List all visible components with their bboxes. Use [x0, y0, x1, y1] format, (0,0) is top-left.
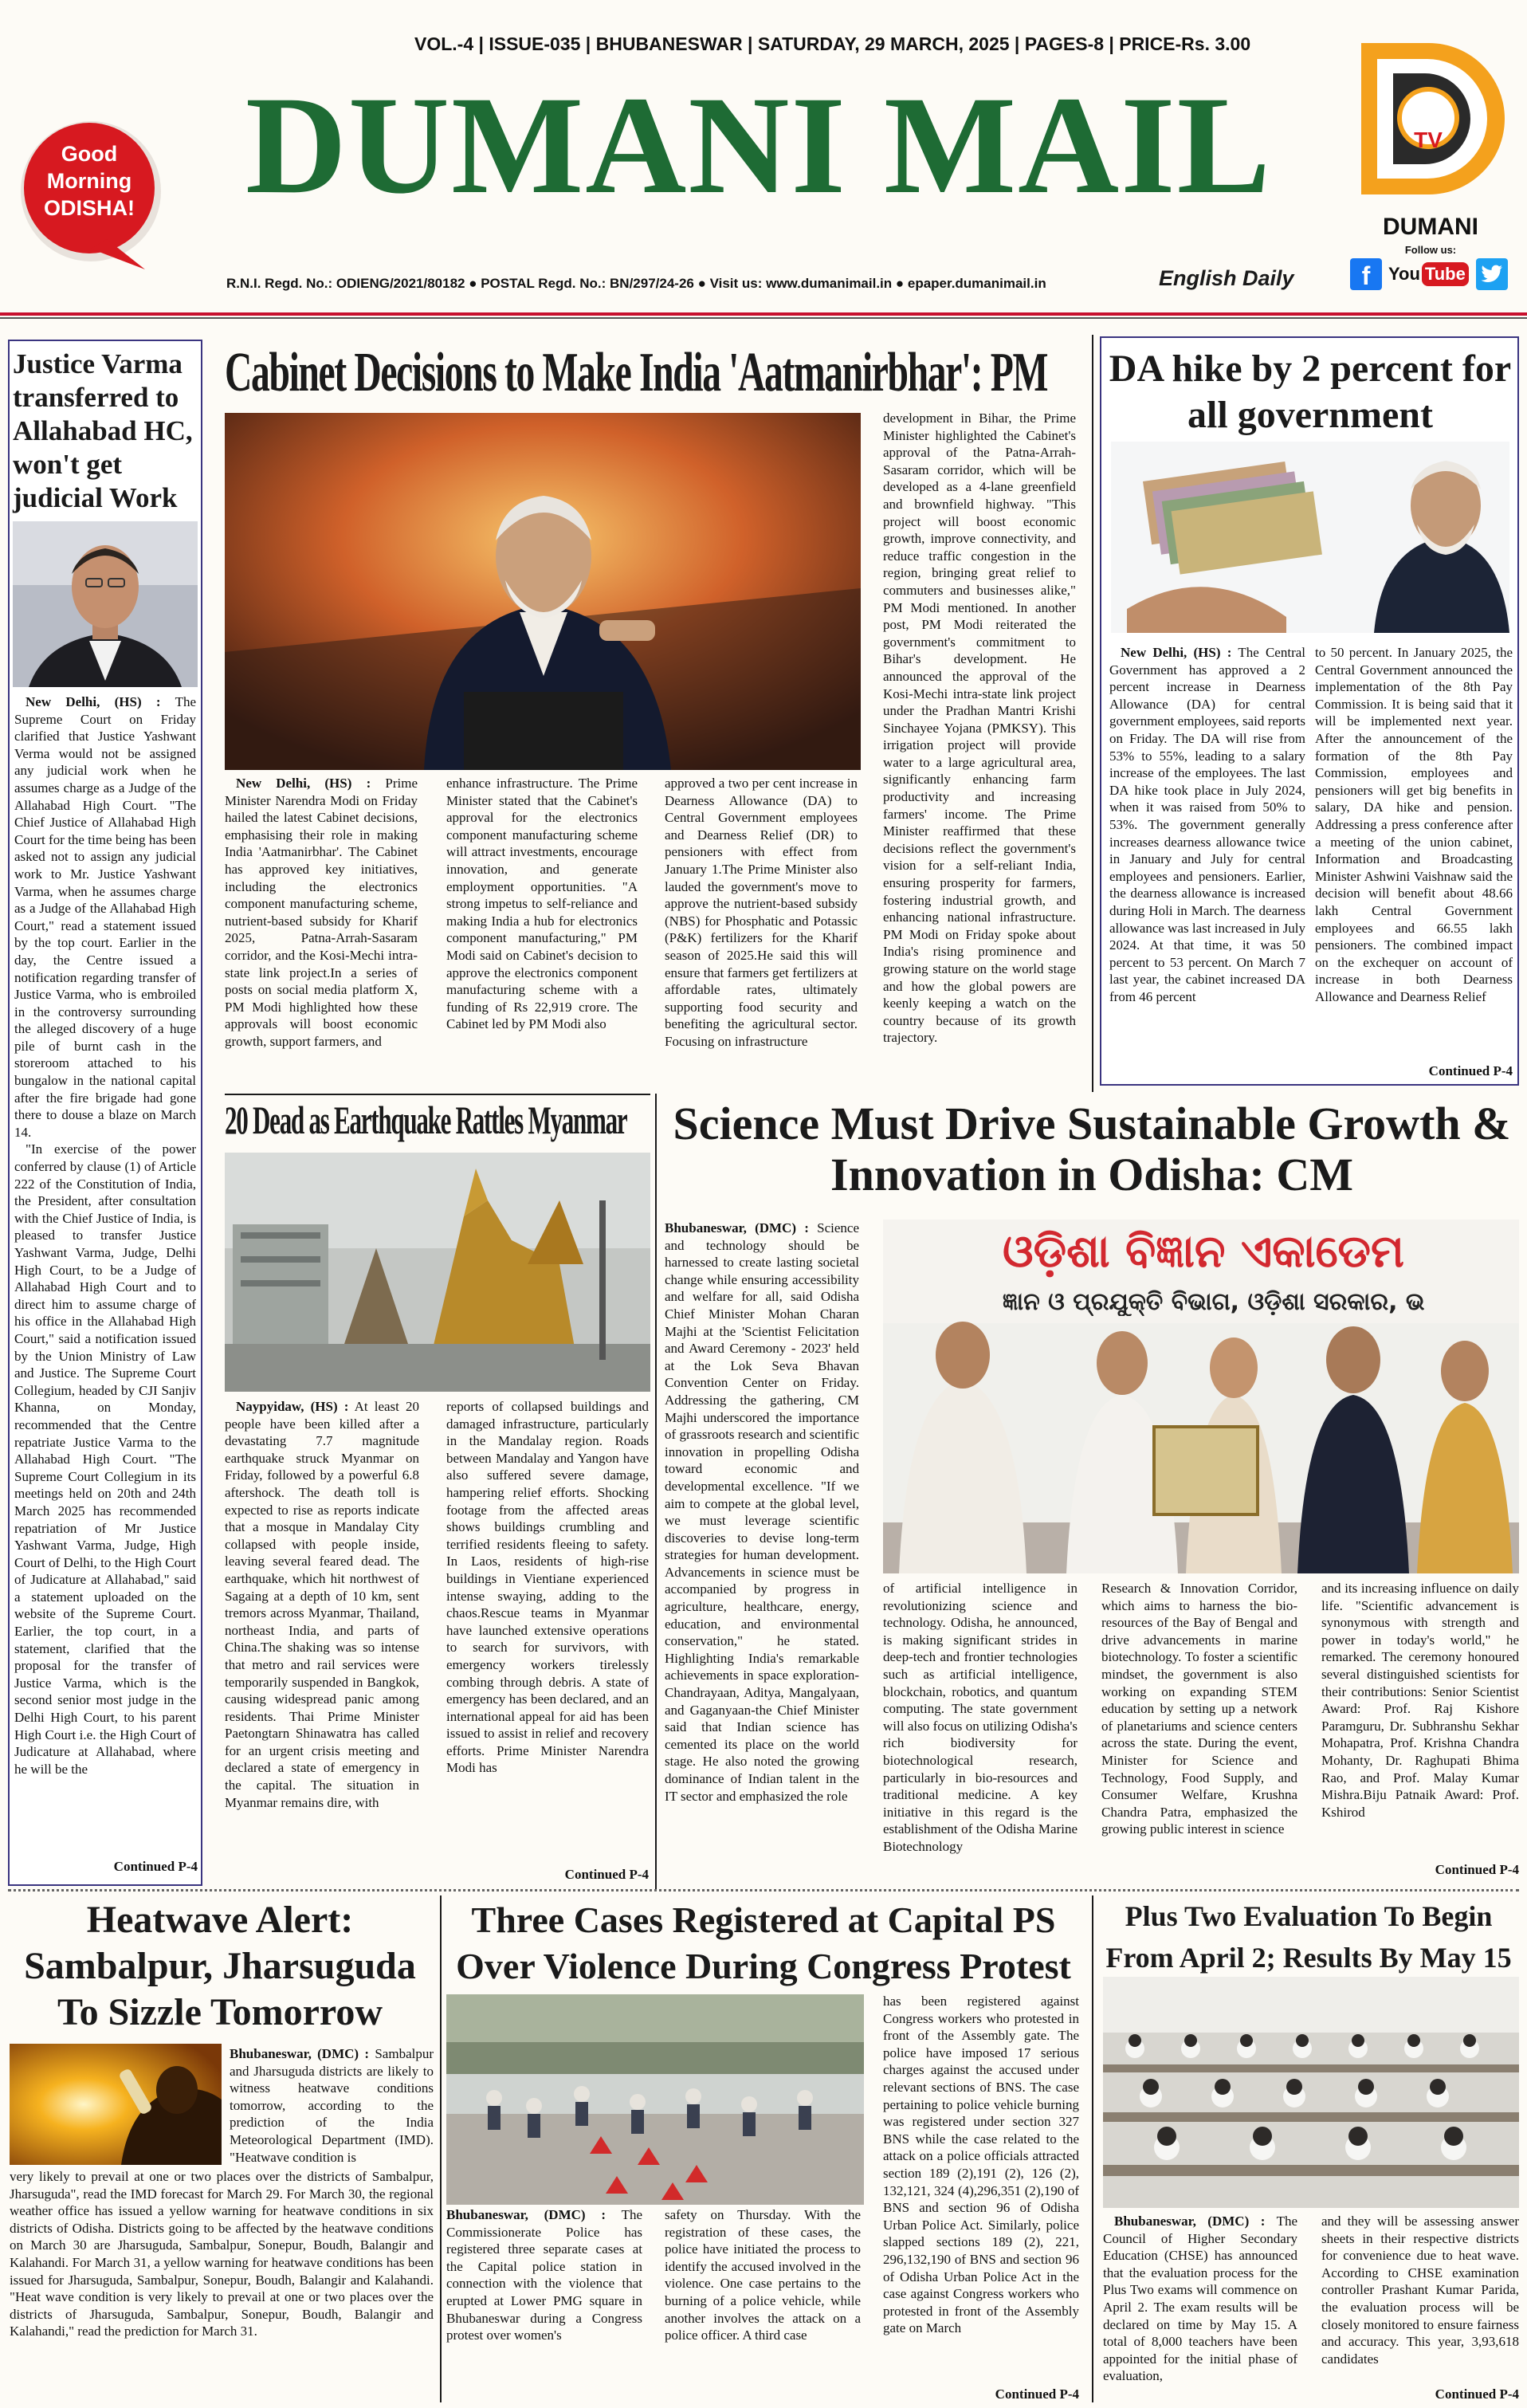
science-headline: Science Must Drive Sustainable Growth & Innovation in Odisha: CM: [673, 1098, 1511, 1200]
divider-h-cabinet: [225, 1094, 650, 1095]
quake-dateline: Naypyidaw, (HS) :: [236, 1399, 349, 1414]
da-story: [1100, 336, 1519, 1086]
da-col-2: to 50 percent. In January 2025, the Central Government announced the implementation of the 8th Pay Commission. It is being said that it will be implemented next year. After the announcement of the formation of the 8th Pay Commission, employees and pensioners will get big benefits in salary, DA hike and pension. Addressing a press conference after a meeting of the union cabinet, Information and Broadcasting Minister Ashwini Vaishnaw said the decision will benefit about 48.66 lakh Central Government employees and 66.55 lakh pensioners. The combined impact on the exchequer on account of increase in both Dearness Allowance and Dearness Relief: [1315, 645, 1513, 1004]
science-col-1-text: Science and technology should be harnessed to create lasting societal change while ensuring accessibility and welfare for all, said Odisha Chief Minister Mohan Charan Majhi at the 'Scientist Felicitation and Award Ceremony - 2023' held at the Lok Seva Bhavan Convention Center on Friday. Addressing the gathering, CM Majhi underscored the importance of grassroots research and scientific innovation in propelling Odisha toward economic and developmental excellence. "If we aim to compete at the global level, we must leverage scientific discoveries to devise long-term strategies for human development. Advancements in science must be accompanied by progress in agriculture, healthcare, energy, education, and environmental conservation," he stated. Highlighting India's remarkable achievements in space exploration-Chandrayaan, Aditya, Mangalyaan, and Gaganyaan-the Chief Minister said that Indian science has cemented its place on the world stage. He also noted the growing dominance of Indian talent in the IT sector and emphasized the role: [665, 1220, 859, 1804]
exam-dateline: Bhubaneswar, (DMC) :: [1114, 2214, 1266, 2229]
science-photo-banner-2: ଜ୍ଞାନ ଓ ପ୍ରଯୁକ୍ତି ବିଭାଗ, ଓଡ଼ିଶା ସରକାର, ଭ: [1003, 1288, 1425, 1316]
quake-col-1-text: At least 20 people have been killed after a devastating 7.7 magnitude earthquake struck Myanmar on Friday, followed by a powerful 6.8 aftershock. The death toll is expected to rise as reports indicate that a mosque in Mandalay City collapsed with people inside, leaving several feared dead. The earthquake, which hit northwest of Sagaing at a depth of 10 km, sent tremors across Myanmar, Thailand, northeast India, and parts of China.The shaking was so intense that metro and rail services were temporarily suspended in Bangkok, causing widespread panic among residents. Thai Prime Minister Paetongtarn Shinawatra has called for an urgent crisis meeting and declared a state of emergency in the capital. The situation in Myanmar remains dire, with: [225, 1399, 419, 1810]
dumani-tv-logo: [1345, 27, 1516, 293]
quake-continued: Continued P-4: [564, 1867, 649, 1882]
exam-col-1-text: The Council of Higher Secondary Education (CHSE) has announced that the evaluation process for the Plus Two exams will commence on April 2. The exam results will be declared on time by May 15. A total of 8,000 teachers have been appointed for the initial phase of evaluation,: [1103, 2214, 1297, 2384]
registration-line: R.N.I. Regd. No.: ODIENG/2021/80182 ● POSTAL Regd. No.: BN/297/24-26 ● Visit us: www.dumanimail.in ● epaper.dumanimail.in: [226, 276, 1046, 291]
cabinet-col-2: enhance infrastructure. The Prime Minister stated that the Cabinet's approval for the electronics component manufacturing scheme will attract investments, encourage innovation, and generate employment opportunities. "A strong impetus to self-reliance and making India a hub for electronics component manufacturing," PM Modi said on Cabinet's decision to approve the electronics component manufacturing scheme with a funding of Rs 22,919 crore. The Cabinet led by PM Modi also: [446, 776, 638, 1032]
section-separator: [8, 1889, 1519, 1892]
tv-label: TV: [1414, 128, 1443, 152]
divider-vertical-bottom-1: [440, 1895, 442, 2402]
cabinet-col-1: [225, 775, 418, 1084]
cabinet-col-4: development in Bihar, the Prime Minister highlighted the Cabinet's approval of the Patna-Arrah-Sasaram corridor, which will be developed as a 4-lane greenfield and brownfield highway. "This project will boost economic growth, improve connectivity, and reduce traffic congestion in the region, bringing great relief to commuters and businesses alike," PM Modi mentioned. In another post, PM Modi reiterated the government's commitment to Bihar's development. He announced the approval of the Kosi-Mechi intra-state link project under the Pradhan Mantri Krishi Sinchayee Yojana (PMKSY). This irrigation project will provide water to a large agricultural area, significantly enhancing farm productivity and increasing farmers' income. The Prime Minister reaffirmed that these decisions reflect the government's vision for a self-reliant India, ensuring prosperity for farmers, fostering industrial growth, and enhancing national infrastructure. PM Modi on Friday spoke about India's rising prominence and growing stature on the world stage and how the global powers are keenly keeping a watch on the country because of its growth trajectory.: [883, 410, 1076, 1046]
follow-us-label: Follow us:: [1404, 244, 1457, 256]
greeting-line-1: Good: [61, 142, 118, 166]
justice-varma-photo: [13, 521, 198, 687]
cabinet-headline: Cabinet Decisions to Make India 'Aatmanirbhar': PM: [225, 342, 1048, 403]
heatwave-headline: Heatwave Alert: Sambalpur, Jharsuguda To Sizzle Tomorrow: [24, 1899, 416, 2033]
justice-story: [8, 340, 202, 1886]
masthead: [0, 0, 1527, 325]
greeting-line-3: ODISHA!: [44, 196, 135, 220]
protest-photo: [446, 1994, 864, 2205]
science-col-2: of artificial intelligence in revolutionizing science and technology. Odisha, he announced, is making significant strides in deep-tech and frontier technologies such as artificial intelligence, blockchain, robotics, and quantum computing. The state government will also focus on utilizing Odisha's rich biodiversity for biotechnological research, particularly in bio-resources and traditional medicine. A key initiative in this regard is the establishment of the Odisha Marine Biotechnology: [883, 1581, 1078, 1854]
quake-headline-wrap: [225, 1097, 655, 1143]
cabinet-dateline: New Delhi, (HS) :: [236, 776, 371, 791]
quake-col-1: [225, 1398, 419, 1891]
da-continued: Continued P-4: [1428, 1063, 1513, 1078]
tv-brand: DUMANI: [1383, 214, 1478, 240]
exam-col-2: and they will be assessing answer sheets in their respective districts for convenience due to heat wave. According to CHSE examination controller Prashant Kumar Parida, the evaluation process will be closely monitored to ensure fairness and accuracy. This year, 3,93,618 candidates: [1321, 2214, 1519, 2367]
protest-col-2: safety on Thursday. With the registration of these cases, the police have initiated the process to identify the accused involved in the violence. One case pertains to the burning of a police vehicle, while another involves the attack on a police officer. A third case: [665, 2207, 861, 2343]
justice-continued: Continued P-4: [113, 1859, 198, 1874]
divider-vertical-mid: [1092, 335, 1093, 1092]
divider-vertical-bottom-2: [1092, 1895, 1093, 2402]
youtube-icon[interactable]: You Tube: [1388, 258, 1470, 290]
science-dateline: Bhubaneswar, (DMC) :: [665, 1220, 809, 1235]
justice-dateline: New Delhi, (HS) :: [26, 694, 161, 709]
heatwave-intro-text: Sambalpur and Jharsuguda districts are likely to witness heatwave conditions tomorrow, according to the prediction of the India Meteorological Department (IMD). "Heatwave condition is: [230, 2046, 434, 2165]
science-award-photo: [883, 1220, 1519, 1573]
science-col-1: [665, 1220, 859, 1878]
protest-continued: Continued P-4: [995, 2386, 1079, 2402]
pm-modi-speech-photo: [225, 413, 861, 770]
cabinet-headline-wrap: [225, 341, 1087, 405]
heatwave-photo: [10, 2044, 222, 2165]
masthead-rule-dark: [0, 317, 1527, 319]
tv-logo-icon: [1345, 27, 1516, 226]
science-photo-banner: ଓଡ଼ିଶା ବିଜ୍ଞାନ ଏକାଡେମ: [1003, 1226, 1404, 1278]
protest-col-3: has been registered against Congress workers who protested in front of the Assembly gate. The police have imposed 17 serious charges against the accused under relevant sections of BNS. The case pertaining to police vehicle burning was registered under section 327 BNS while the case related to the attack on a police officials attracted section 189 (2),191 (2), 126 (2), 132,121, 324 (4),296,351 (2),190 of BNS and section 96 of Odisha Urban Police Act. Similarly, police slapped sections 189 (2), 221, 296,132,190 of BNS and section 96 of Odisha Urban Police Act in the case against Congress workers who protested in front of the Assembly gate on March: [883, 1994, 1079, 2336]
heatwave-body: very likely to prevail at one or two places over the districts of Sambalpur, Jharsuguda", read the IMD forecast for March 29. For March 30, the regional weather office has issued a yellow warning for heatwave conditions in six districts of Odisha. Districts going to be affected by the heatwave conditions on March 30 are Jharsuguda, Sambalpur, Sonepur, Boudh, Balangir and Kalahandi. For March 31, a yellow warning for heatwave conditions has been issued for Jharsuguda, Sambalpur, Sonepur, Boudh, Balangir and Kalahandi. "Heat wave condition is very likely to prevail at one or two places over the districts of Jharsuguda, Sambalpur, Sonepur, Boudh, Balangir and Kalahandi," read the prediction for March 31.: [10, 2169, 434, 2339]
science-col-4: and its increasing influence on daily life. "Scientific advancement is synonymous with strength and power in today's world," he remarked. The ceremony honoured several distinguished scientists for their contributions: Senior Scientist Award: Prof. Raj Kishore Paramguru, Dr. Subhranshu Sekhar Mohapatra, Prof. Krishna Chandra Mohanty, Dr. Raghupati Bhima Rao, and Prof. Malay Kumar Mishra.Biju Patnaik Award: Prof. Kshirod: [1321, 1581, 1519, 1820]
masthead-rule-red: [0, 312, 1527, 316]
da-headline: DA hike by 2 percent for all government: [1109, 348, 1512, 436]
newspaper-title: DUMANI MAIL: [245, 68, 1273, 223]
da-col-1: [1109, 644, 1305, 1059]
da-dateline: New Delhi, (HS) :: [1121, 645, 1232, 660]
da-hike-photo: [1111, 442, 1509, 633]
twitter-icon[interactable]: [1476, 258, 1508, 290]
da-col-1-text: The Central Government has approved a 2 percent increase in Dearness Allowance (DA) for central government employees, said reports on Friday. The DA will rise from 53% to 55%, leading to a salary increase of the employees. The last DA hike took place in July 2024, when it was raised from 50% to 53%. The government generally increases dearness allowance twice in January and July for central employees and pensioners. Earlier, the dearness allowance is increased during Holi in March. The dearness allowance was last increased in July 2024. At that time, it was 50 percent to 53 percent. On March 7 last year, the cabinet increased DA from 46 percent: [1109, 645, 1305, 1004]
greeting-line-2: Morning: [46, 169, 132, 193]
facebook-icon[interactable]: f: [1350, 258, 1382, 290]
science-col-3: Research & Innovation Corridor, which aims to harness the bio-resources of the Bay of Bengal and drive advancements in marine biotechnology. To foster a scientific mindset, the government is also working on expanding STEM education by setting up a network of planetariums and science centers across the state. During the event, Minister for Science and Technology, Food Supply, and Consumer Welfare, Krushna Chandra Patra, emphasized the growing public interest in science: [1101, 1581, 1297, 1837]
protest-col-1-text: The Commissionerate Police has registered three separate cases at the Capital police station in connection with the violence that erupted at Lower PMG square in Bhubaneswar during a Congress protest over women's: [446, 2207, 642, 2343]
exam-hall-photo: [1103, 1977, 1519, 2208]
cabinet-col-3: approved a two per cent increase in Dearness Allowance (DA) to Central Government employees and Dearness Relief (DR) to pensioners with effect from January 1.The Prime Minister also lauded the government's move to approve the nutrient-based subsidy (NBS) for Phosphatic and Potassic (P&K) fertilizers for the Kharif season of 2025.He said this will ensure that farmers get fertilizers at affordable rates, ultimately supporting food security and benefiting the agricultural sector. Focusing on infrastructure: [665, 776, 858, 1049]
exam-continued: Continued P-4: [1435, 2386, 1519, 2402]
heatwave-intro: [230, 2045, 434, 2166]
exam-headline: Plus Two Evaluation To Begin From April 2; Results By May 15: [1105, 1900, 1512, 1974]
protest-col-1: [446, 2206, 642, 2404]
cabinet-col-1-text: Prime Minister Narendra Modi on Friday hailed the latest Cabinet decisions, emphasising their role in making India 'Aatmanirbhar'. The Cabinet has approved key initiatives, including the electronics component manufacturing scheme, nutrient-based subsidy for Kharif 2025, Patna-Arrah-Sasaram corridor, and the Kosi-Mechi intra-state link project.In a series of posts on social media platform X, PM Modi highlighted how these approvals will boost economic growth, support farmers, and: [225, 776, 418, 1049]
protest-dateline: Bhubaneswar, (DMC) :: [446, 2207, 606, 2222]
exam-col-1: [1103, 2213, 1297, 2402]
justice-body: [14, 693, 196, 1867]
heatwave-dateline: Bhubaneswar, (DMC) :: [230, 2046, 370, 2061]
greeting-bubble: [11, 120, 171, 279]
justice-body-text: The Supreme Court on Friday clarified that Justice Yashwant Verma would not be assigned any judicial work when he assumes charge as a Judge of the Allahabad High Court. "The Chief Justice of Allahabad High Court for the time being has been asked not to assign any judicial work to Mr. Justice Yashwant Varma, when he assumes charge as a Judge of the Allahabad High Court," read a statement issued by the top court. Earlier in the day, the Centre issued a notification regarding transfer of Justice Varma, who is embroiled in the controversy surrounding the alleged discovery of a huge pile of burnt cash in the storeroom attached to his bungalow in the national capital after the fire brigade had gone there to douse a blaze on March 14.: [14, 694, 196, 1140]
edition-label: English Daily: [1159, 266, 1294, 290]
quake-col-2: reports of collapsed buildings and damaged infrastructure, particularly in the Mandalay region. Roads between Mandalay and Yangon have also suffered severe damage, hampering relief efforts. Shocking footage from the affected areas shows buildings crumbling and terrified residents fleeing to safety. In Laos, residents of high-rise buildings in Vientiane experienced intense swaying, adding to the chaos.Rescue teams in Myanmar have launched extensive operations to search for survivors, with emergency workers tirelessly combing through debris. A state of emergency has been declared, and an international appeal for aid has been issued to assist in relief and recovery efforts. Prime Minister Narendra Modi has: [446, 1399, 649, 1776]
divider-vertical-quake: [655, 1094, 657, 1891]
justice-body-text-2: "In exercise of the power conferred by clause (1) of Article 222 of the Constitution of India, the President, after consultation with the Chief Justice of India, is pleased to transfer Justice Yashwant Varma, Judge, Delhi High Court, to be a Judge of Allahabad High Court and to direct him to assume charge of his office in the Allahabad High Court," said a notification issued by the Union Ministry of Law and Justice. The Supreme Court Collegium, headed by CJI Sanjiv Khanna, on Monday, recommended that the Centre repatriate Justice Varma to the Allahabad High Court. "The Supreme Court Collegium in its meetings held on 20th and 24th March 2025 has recommended repatriation of Mr Justice Yashwant Varma, Judge, High Court of Delhi, to the High Court of Judicature at Allahabad," said a statement uploaded on the website of the Supreme Court. Earlier, the top court, in a statement, clarified that the proposal for the transfer of Justice Varma, which is the second senior most judge in the Delhi High Court, to his parent High Court i.e. the High Court of Judicature at Allahabad, where he will be the: [14, 1141, 196, 1777]
earthquake-damage-photo: [225, 1153, 650, 1392]
justice-headline: Justice Varma transferred to Allahabad HC, won't get judicial Work: [13, 348, 193, 513]
science-continued: Continued P-4: [1435, 1862, 1519, 1877]
protest-headline: Three Cases Registered at Capital PS Over Violence During Congress Protest: [456, 1899, 1071, 1986]
quake-headline: 20 Dead as Earthquake Rattles Myanmar: [225, 1098, 627, 1142]
issue-meta: VOL.-4 | ISSUE-035 | BHUBANESWAR | SATURDAY, 29 MARCH, 2025 | PAGES-8 | PRICE-Rs. 3.00: [414, 33, 1251, 54]
